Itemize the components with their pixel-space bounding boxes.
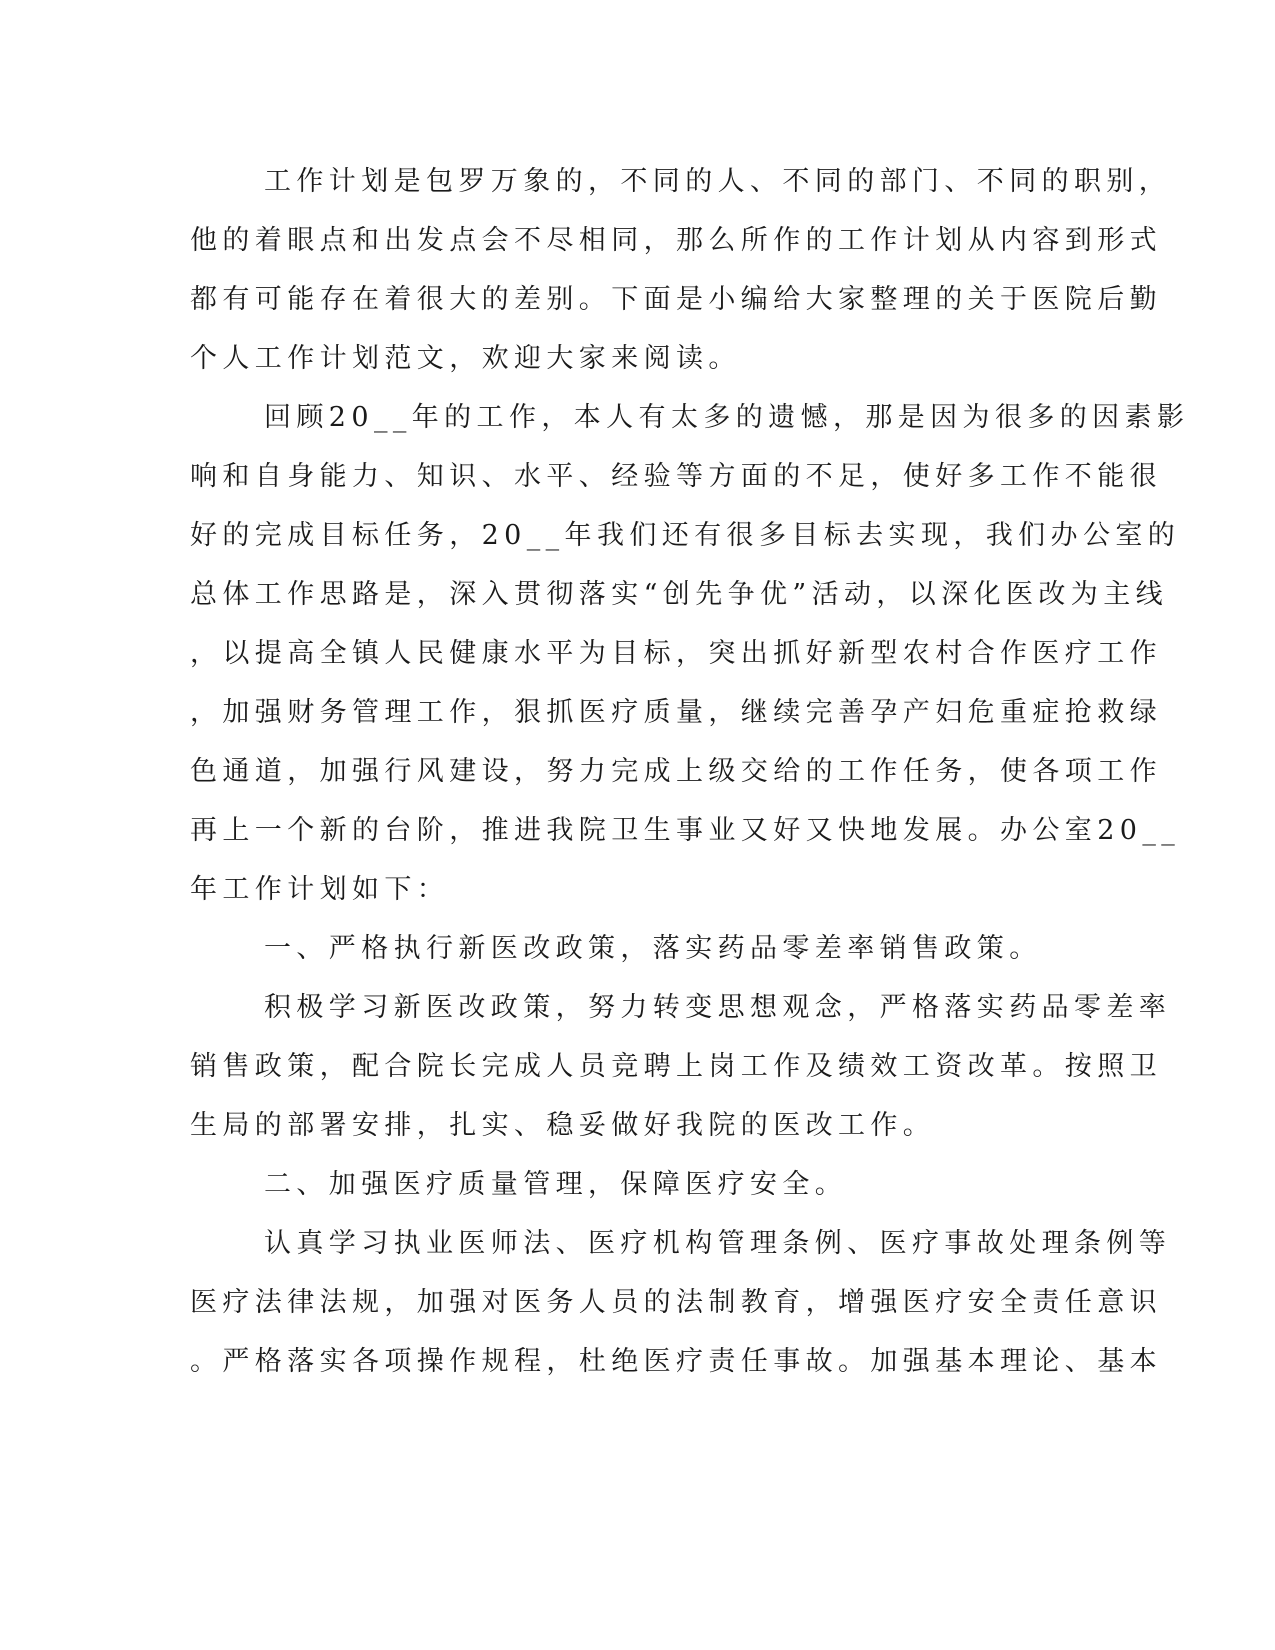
- text-line-3: 都有可能存在着很大的差别。下面是小编给大家整理的关于医院后勤: [190, 284, 1162, 315]
- text-line-8: 总体工作思路是，深入贯彻落实“创先争优”活动，以深化医改为主线: [190, 579, 1169, 610]
- text-line-13: 年工作计划如下：: [190, 874, 450, 905]
- text-line-16: 销售政策，配合院长完成人员竞聘上岗工作及绩效工资改革。按照卫: [190, 1051, 1162, 1082]
- section-heading-1: 一、严格执行新医改政策，落实药品零差率销售政策。: [264, 933, 1042, 964]
- text-line-21: 。严格落实各项操作规程，杜绝医疗责任事故。加强基本理论、基本: [190, 1346, 1162, 1377]
- text-line-4: 个人工作计划范文，欢迎大家来阅读。: [190, 343, 741, 374]
- text-line-9: ，以提高全镇人民健康水平为目标，突出抓好新型农村合作医疗工作: [190, 638, 1162, 669]
- text-line-5: 回顾20__年的工作，本人有太多的遗憾，那是因为很多的因素影: [264, 402, 1190, 433]
- text-line-7: 好的完成目标任务，20__年我们还有很多目标去实现，我们办公室的: [190, 520, 1181, 551]
- text-line-12: 再上一个新的台阶，推进我院卫生事业又好又快地发展。办公室20__: [190, 815, 1181, 846]
- text-line-17: 生局的部署安排，扎实、稳妥做好我院的医改工作。: [190, 1110, 936, 1141]
- text-line-6: 响和自身能力、知识、水平、经验等方面的不足，使好多工作不能很: [190, 461, 1162, 492]
- text-line-11: 色通道，加强行风建设，努力完成上级交给的工作任务，使各项工作: [190, 756, 1162, 787]
- text-line-19: 认真学习执业医师法、医疗机构管理条例、医疗事故处理条例等: [264, 1228, 1172, 1259]
- text-line-1: 工作计划是包罗万象的，不同的人、不同的部门、不同的职别，: [264, 166, 1172, 197]
- text-line-15: 积极学习新医改政策，努力转变思想观念，严格落实药品零差率: [264, 992, 1172, 1023]
- text-line-2: 他的着眼点和出发点会不尽相同，那么所作的工作计划从内容到形式: [190, 225, 1162, 256]
- section-heading-2: 二、加强医疗质量管理，保障医疗安全。: [264, 1169, 848, 1200]
- text-line-10: ，加强财务管理工作，狠抓医疗质量，继续完善孕产妇危重症抢救绿: [190, 697, 1162, 728]
- text-line-20: 医疗法律法规，加强对医务人员的法制教育，增强医疗安全责任意识: [190, 1287, 1162, 1318]
